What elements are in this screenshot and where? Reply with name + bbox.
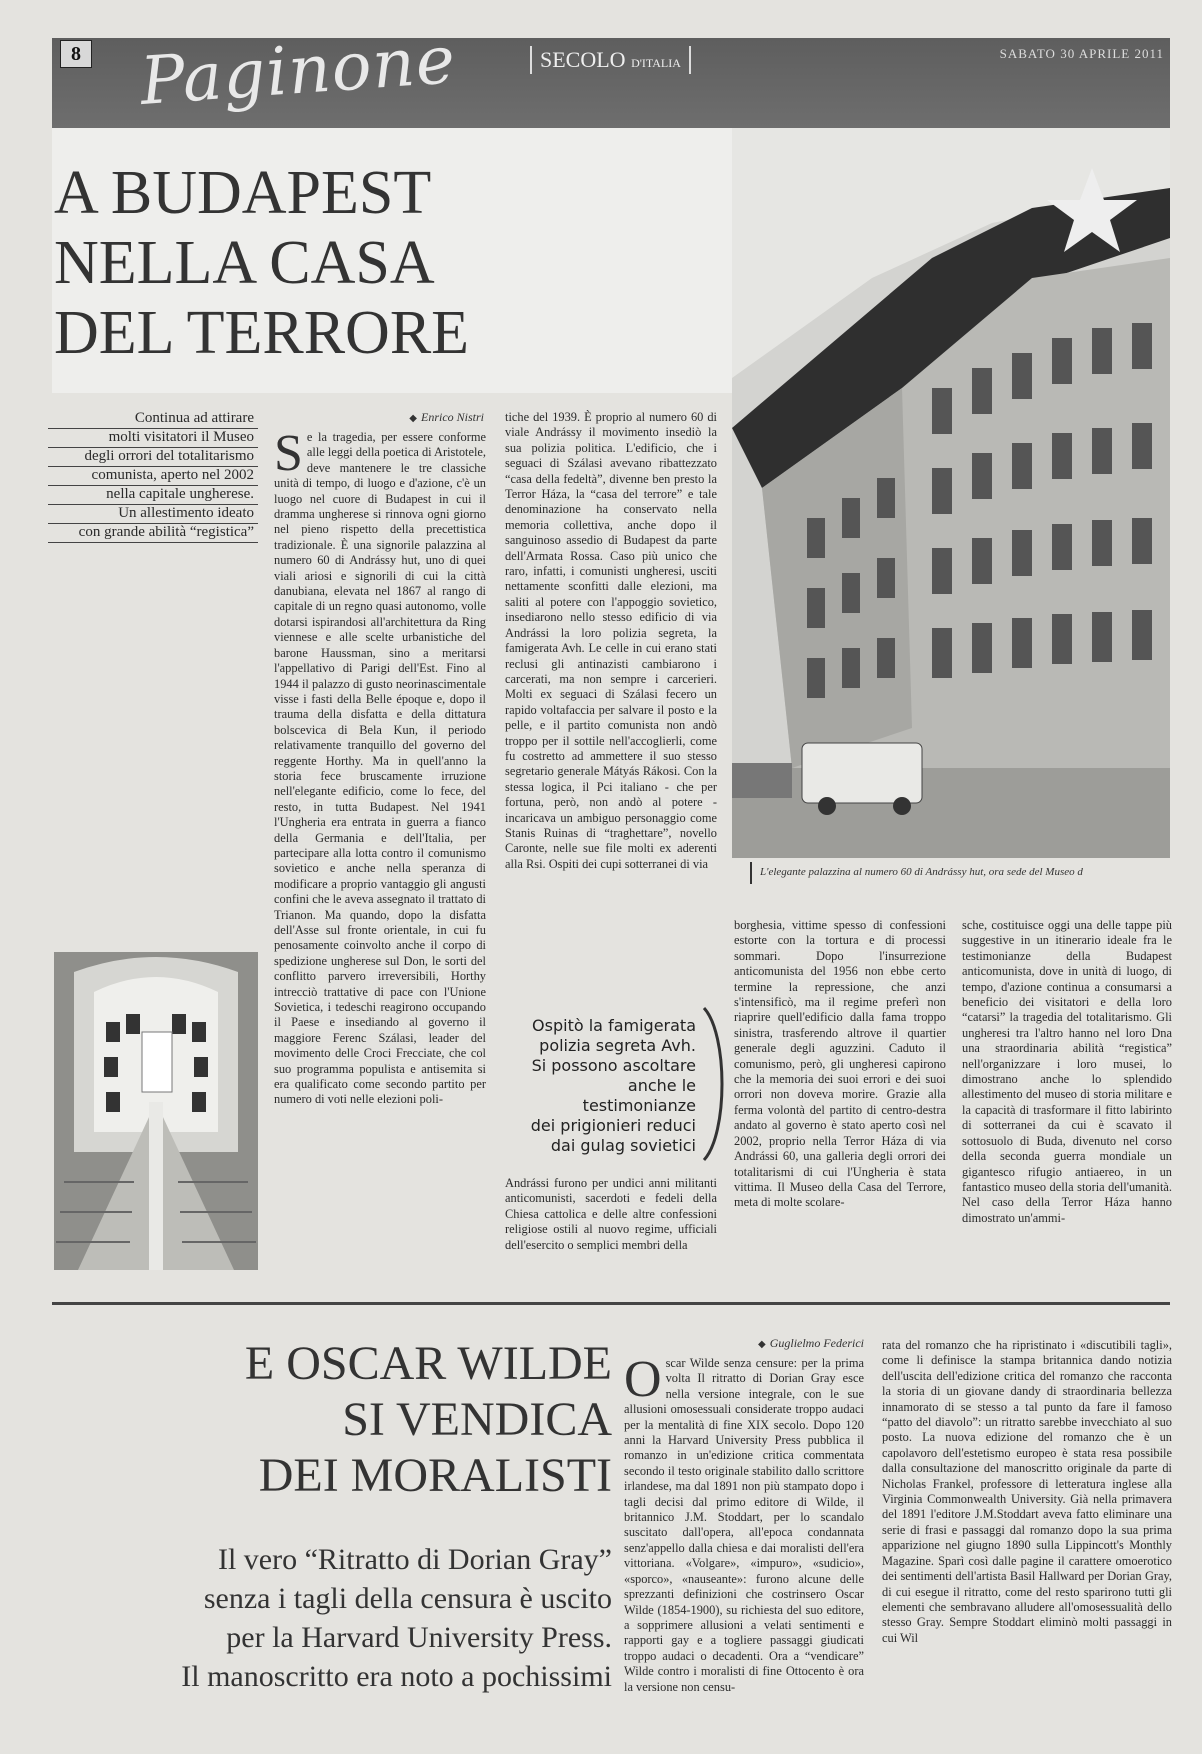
article1-headline [54,158,694,368]
pull-quote [530,1016,696,1156]
pull-quote-line: dei prigionieri reduci [530,1116,696,1135]
building-illustration [732,128,1170,858]
article2-dropcap: O [624,1356,662,1408]
article2-column-1 [624,1356,864,1748]
byline-author: Guglielmo Federici [769,1336,864,1350]
pull-quote-line: dai gulag sovietici [550,1136,696,1155]
article2-column-1-text: scar Wilde senza censure: per la prima volta Il ritratto di Dorian Gray esce nella versione integrale, con le sue allusioni omosessuali considerate troppo audaci per la mentalità di fine XIX secolo. Dopo 120 anni la Harvard University Press pubblica il romanzo in un'edizione critica commentata secondo il testo originale stabilito dallo scrittore irlandese, ma dal 1891 non più stampato dopo i tagli decisi dal primo editore di Wilde, il britannico J.M. Stoddart, per lo scandalo suscitato dall'opera, all'epoca condannata senz'appello dalla chiesa e dai moralisti dell'era vittoriana. «Volgare», «impuro», «sudicio», «sporco», «nauseante»: furono alcune delle sprezzanti definizioni che costrinsero Oscar Wilde (1854-1900), su richiesta del suo editore, a sopprimere allusioni a velati sentimenti e rapporti gay e a togliere passaggi giudicati troppo audaci o decadenti. Ora a “vendicare” Wilde contro i moralisti di fine Ottocento è ora la versione non censu- [624,1356,864,1694]
newspaper-name [530,46,691,74]
byline-bullet-icon: ◆ [757,1339,766,1350]
building-photo [732,128,1170,858]
photo-caption: L'elegante palazzina al numero 60 di Andrássy hut, ora sede del Museo d [760,866,1083,878]
article1-column-1 [274,430,486,1280]
article2-column-2: rata del romanzo che ha ripristinato i «discutibili tagli», come li definisce la stampa britannica dando notizia dell'uscita dell'edizione critica del romanzo che racconta la storia di un giovane dandy di straordinaria bellezza innamorato di se stesso a tal punto da fare il famoso “patto del diavolo”: un ritratto sarebbe invecchiato al suo posto. La nuova edizione del romanzo che è un capolavoro dell'estetismo europeo è stata resa possibile dalla consultazione del manoscritto originale da parte di Nicholas Frankel, professore di letteratura inglese alla Virginia Commonwealth University. Già nella primavera del 1891 l'editore J.M.Stoddart aveva fatto eliminare una serie di frasi e passaggi dal romanzo dopo la sua prima apparizione nel giugno 1890 sulla Lippincott's Monthly Magazine. Sparì così dalle pagine il carattere omoerotico dei sentimenti dell'artista Basil Hallward per Dorian Gray, di cui esegue il ritratto, come del resto sparirono tutti gli elementi che sembravano alludere all'omosessualità dello stesso Gray. Sempre Stoddart eliminò molti passaggi in cui Wil [882,1338,1172,1645]
newspaper-name-sub: D'ITALIA [631,56,681,70]
article-divider [52,1302,1170,1305]
page-number: 8 [60,40,92,68]
article1-column-2b: Andrássi furono per undici anni militanti anticomunisti, sacerdoti e fedeli della Chiesa cattolica e delle altre confessioni religiose ostili al nuovo regime, ufficiali dell'esercito o semplici membri della [505,1176,717,1252]
summary-line: comunista, aperto nel 2002 [48,467,258,486]
article1-column-2: tiche del 1939. È proprio al numero 60 di viale Andrássy il movimento insediò la sua polizia politica. L'edificio, che i seguaci di Szálasi avevano ribattezzato “casa della fedeltà”, divenne ben presto la Terror Háza, la “casa del terrore” e tale denominazione ha conservato nella memoria collettiva, anche dopo il sanguinoso assedio di Budapest da parte dell'Armata Rossa. Caso più unico che raro, infatti, i comunisti ungheresi, usciti nettamente sconfitti dalle elezioni, ma saliti al potere con l'appoggio sovietico, insediarono nello stesso edificio di via Andrássi la loro polizia segreta, la famigerata Avh. Le celle in cui erano stati reclusi gli antinazisti cambiarono i carcerati, ma non sempre i carcerieri. Molti ex seguaci di Szálasi fecero un rapido voltafaccia per salvare il posto e la pelle, e il partito comunista non andò troppo per il sottile nell'accoglierli, come fu costretto ad ammettere il suo stesso segretario generale Mátyás Rákosi. Con la stessa logica, il Pci italiano - che per fortuna, però, non andò al potere - incaricava un ambiguo personaggio come Stanis Ruinas di “traghettare”, novello Caronte, nelle sue file molti ex aderenti alla Rsi. Ospiti dei cupi sotterranei di via [505,410,717,871]
pull-quote-bracket [698,1004,738,1164]
article1-summary [48,410,258,543]
interior-illustration [54,952,258,1270]
museum-interior-photo [54,952,258,1270]
pull-quote-line: Ospitò la famigerata [532,1016,696,1035]
summary-line: nella capitale ungherese. [48,486,258,505]
headline-line: DEI MORALISTI [258,1449,612,1502]
subtitle-line: Il vero “Ritratto di Dorian Gray” [217,1543,612,1576]
article1-dropcap: S [274,430,303,482]
article1-byline [270,410,484,425]
summary-line: degli orrori del totalitarismo [48,448,258,467]
byline-author: Enrico Nistri [420,410,484,424]
article1-column-1-text: e la tragedia, per essere conforme alle leggi della poetica di Aristotele, deve mantenere le tre classiche unità di tempo, di luogo e d'azione, c'è un luogo nel cuore di Budapest in cui il dramma ungherese si rinnova ogni giorno nel pieno rispetto della precettistica tradizionale. È una signorile palazzina al numero 60 di Andrássy hut, uno di quei viali ariosi e signorili di cui la città danubiana, elevata nel 1867 al rango di capitale di un regno quasi autonomo, volle dotarsi ispirandosi all'architettura da Ring viennese e alle scelte urbanistiche del barone Haussman, sino a meritarsi l'appellativo di Parigi dell'Est. Fino al 1944 il palazzo di gusto neorinascimentale visse i fasti della Belle époque e, dopo il trauma della disfatta e della dittatura bolscevica di Bela Kun, il periodo relativamente tranquillo del governo del reggente Horthy. Ma in quell'anno la storia fece bruscamente irruzione nell'elegante edificio, come lo fece, del resto, in tutta Budapest. Nel 1941 l'Ungheria era entrata in guerra a fianco della Germania e dell'Italia, per partecipare alla lotta contro il comunismo sovietico e anche nella speranza di modificare a proprio vantaggio gli angusti confini che le aveva assegnato il trattato di Trianon. Ma quando, dopo la disfatta dell'Asse sul fronte orientale, in cui fu penosamente coinvolto anche il corpo di spedizione ungherese sul Don, le sorti del conflitto parvero irreversibili, Horthy intrecciò trattative di pace con l'Unione Sovietica, i tedeschi reagirono occupando il Paese e insediando al governo il maggiore Ferenc Szálasi, leader del movimento delle Croci Frecciate, che col suo programma populista e antisemita si era qualificato come secondo partito per numero di voti nelle elezioni poli- [274,430,486,1107]
subtitle-line: senza i tagli della censura è uscito [203,1582,612,1615]
caption-bar [750,862,752,884]
summary-line: con grande abilità “registica” [48,524,258,543]
section-title: Paginone [137,21,459,120]
byline-bullet-icon: ◆ [409,413,417,424]
newspaper-name-main: SECOLO [540,47,626,72]
pull-quote-line: Si possono ascoltare [531,1056,696,1075]
article2-headline [52,1336,612,1504]
headline-line: SI VENDICA [342,1393,612,1446]
article1-column-3: borghesia, vittime spesso di confessioni estorte con la tortura e di processi sommari. Dopo l'insurrezione anticomunista del 1956 non ebbe certo termine la repressione, che anzi s'intensificò, ma il regime preferì non riaprire quell'edificio dalla fama troppo sinistra, trasferendo altrove il quartier generale degli aguzzini. Caduto il comunismo, però, gli ungheresi capirono che la memoria dei suoi errori e dei suoi orrori non doveva morire. Grazie alla ferma volontà del partito di centro-destra andato al governo è stato aperto così nel 2002, proprio nella Terror Háza di via Andrássi 60, una galleria degli orrori dei totalitarismi di cui l'Ungheria è stata vittima. Il Museo della Casa del Terrore, meta di molte scolare- [734,918,946,1210]
pull-quote-line: anche le testimonianze [582,1076,696,1115]
headline-line: DEL TERRORE [54,299,470,367]
headline-line: A BUDAPEST [54,159,432,227]
summary-line: Continua ad attirare [48,410,258,429]
headline-line: NELLA CASA [54,229,435,297]
issue-date: SABATO 30 APRILE 2011 [999,46,1164,61]
pull-quote-line: polizia segreta Avh. [539,1036,696,1055]
summary-line: molti visitatori il Museo [48,429,258,448]
article1-column-4: sche, costituisce oggi una delle tappe più suggestive in un itinerario ideale fra le testimonianze della Budapest anticomunista, dove in unità di luogo, di tempo, d'azione continua a consumarsi a beneficio dei visitatori e della loro “catarsi” la tragedia del totalitarismo. Gli ungheresi tra l'altro hanno nel loro Dna una straordinaria abilità “registica” nell'organizzare i loro musei, lo dimostrano anche lo splendido allestimento del museo di storia militare e la capacità di trasformare il fitto labirinto di sotterranei da cui è scavato il sottosuolo di Buda, divenuto nel corso della seconda guerra mondiale un gigantesco rifugio antiaereo, in un fantastico museo della storia dell'umanità. Nel caso della Terror Háza hanno dimostrato un'ammi- [962,918,1172,1225]
subtitle-line: per la Harvard University Press. [226,1621,612,1654]
summary-line: Un allestimento ideato [48,505,258,524]
headline-line: E OSCAR WILDE [244,1337,612,1390]
article2-byline [620,1336,864,1351]
article2-subtitle [52,1540,612,1696]
subtitle-line: Il manoscritto era noto a pochissimi [181,1660,612,1693]
